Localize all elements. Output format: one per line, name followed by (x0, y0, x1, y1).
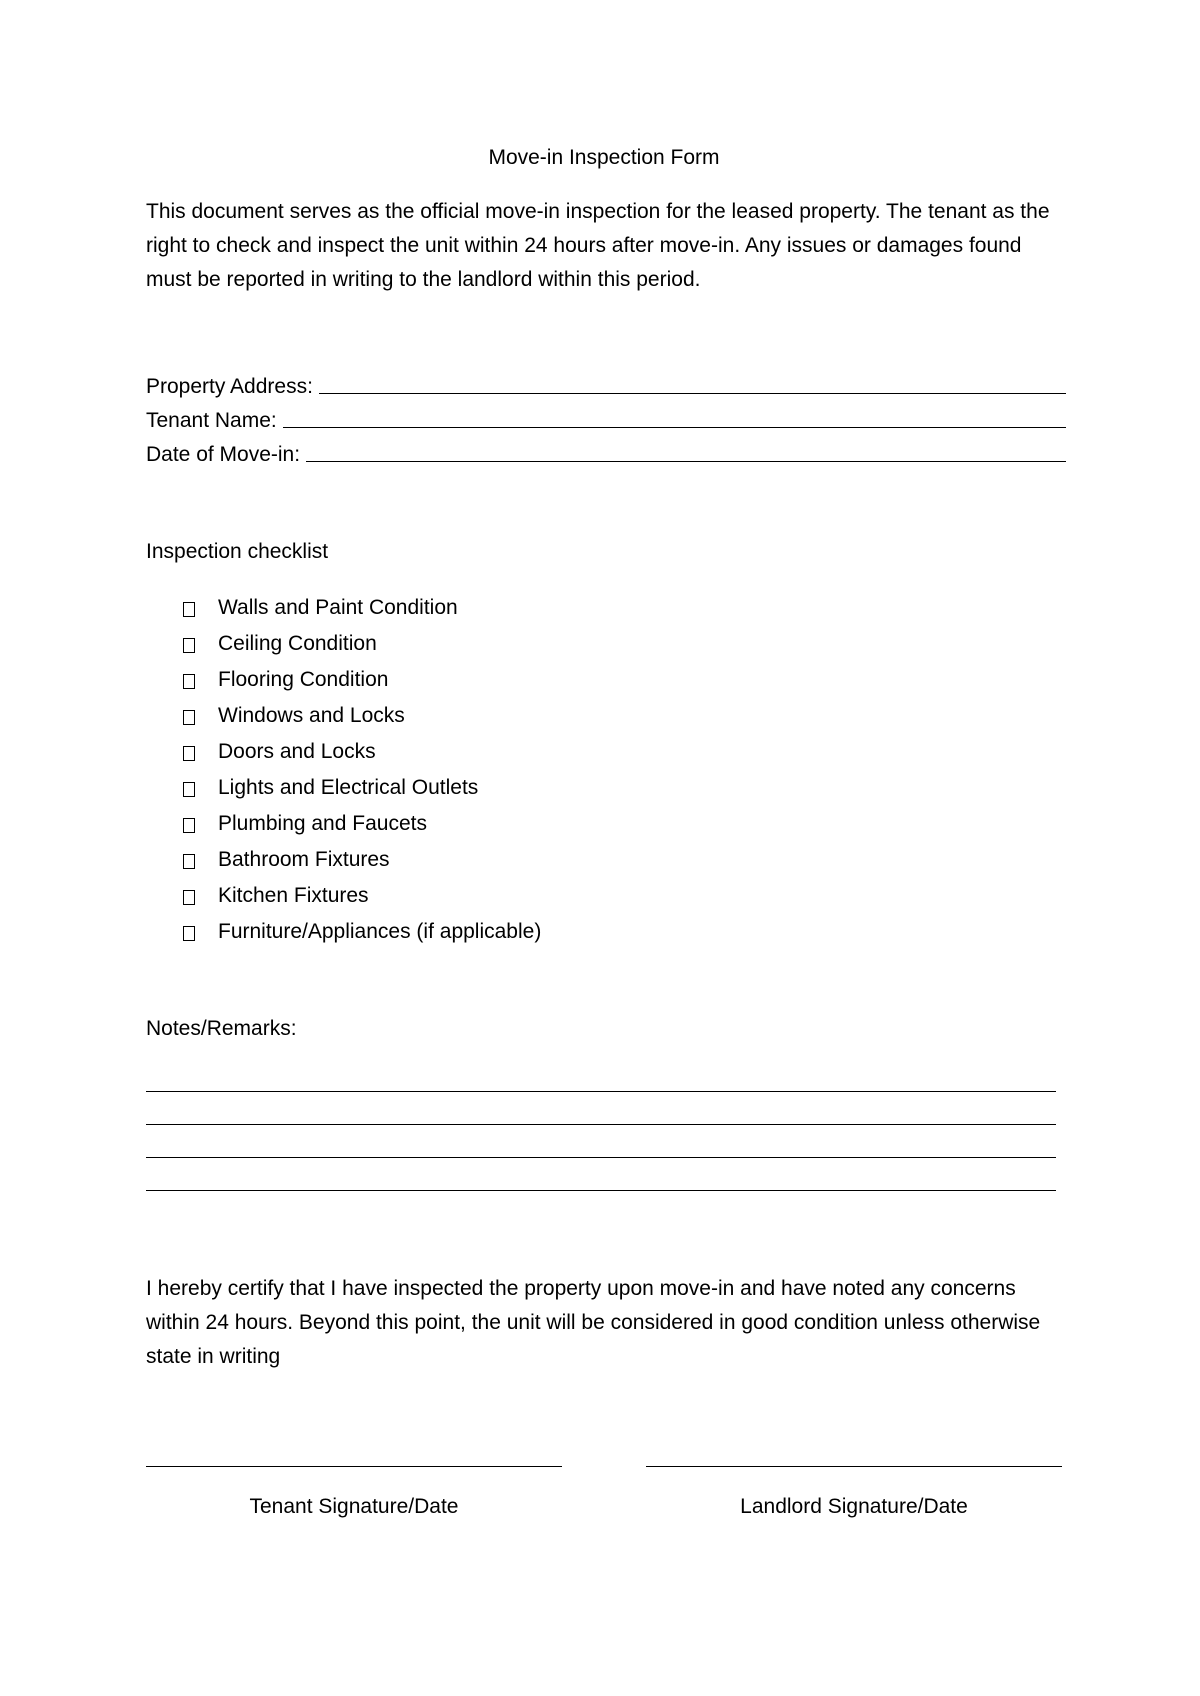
checklist-item (183, 698, 541, 734)
checkbox-icon[interactable] (183, 746, 195, 761)
checklist-item-label: Furniture/Appliances (if applicable) (218, 920, 542, 943)
checkbox-icon[interactable] (183, 818, 195, 833)
checkbox-icon[interactable] (183, 890, 195, 905)
checklist-item (183, 662, 541, 698)
notes-line[interactable] (146, 1125, 1056, 1158)
property-address-label: Property Address: (146, 375, 313, 398)
notes-line[interactable] (146, 1158, 1056, 1191)
intro-paragraph: This document serves as the official move-in inspection for the leased property. The tenant as the right to check and inspect the unit within 24 hours after move-in. Any issues or damages found must be reported in writing to the landlord within this period. (146, 200, 1050, 291)
checkbox-icon[interactable] (183, 602, 195, 617)
property-address-row (146, 366, 1066, 400)
notes-line[interactable] (146, 1092, 1056, 1125)
checklist-item-label: Flooring Condition (218, 668, 389, 691)
notes-area[interactable] (146, 1091, 1056, 1191)
checkbox-icon[interactable] (183, 926, 195, 941)
tenant-name-line[interactable] (283, 426, 1066, 428)
tenant-name-label: Tenant Name: (146, 409, 277, 432)
tenant-signature-label: Tenant Signature/Date (249, 1495, 459, 1518)
checklist-item (183, 878, 541, 914)
checklist-item-label: Walls and Paint Condition (218, 596, 458, 619)
checkbox-icon[interactable] (183, 674, 195, 689)
checklist-item (183, 590, 541, 626)
tenant-signature-block (146, 1466, 562, 1519)
landlord-signature-line[interactable] (646, 1466, 1062, 1467)
checklist-heading: Inspection checklist (146, 540, 329, 563)
checkbox-icon[interactable] (183, 854, 195, 869)
checklist-item-label: Kitchen Fixtures (218, 884, 369, 907)
property-address-line[interactable] (319, 392, 1066, 394)
move-in-date-label: Date of Move-in: (146, 443, 301, 466)
checklist-item-label: Lights and Electrical Outlets (218, 776, 479, 799)
checkbox-icon[interactable] (183, 638, 195, 653)
tenant-signature-line[interactable] (146, 1466, 562, 1467)
move-in-date-line[interactable] (306, 460, 1066, 462)
checkbox-icon[interactable] (183, 710, 195, 725)
landlord-signature-block (646, 1466, 1062, 1519)
move-in-date-row (146, 434, 1066, 468)
inspection-checklist (183, 590, 541, 950)
checklist-item-label: Windows and Locks (218, 704, 405, 727)
notes-heading: Notes/Remarks: (146, 1017, 297, 1040)
checklist-item (183, 914, 541, 950)
tenant-name-row (146, 400, 1066, 434)
checklist-item-label: Ceiling Condition (218, 632, 377, 655)
checklist-item (183, 806, 541, 842)
landlord-signature-label: Landlord Signature/Date (740, 1495, 968, 1518)
checklist-item-label: Plumbing and Faucets (218, 812, 427, 835)
certification-paragraph: I hereby certify that I have inspected the property upon move-in and have noted any concerns within 24 hours. Beyond this point, the unit will be considered in good condition unless otherwise state in writing (146, 1277, 1041, 1368)
checkbox-icon[interactable] (183, 782, 195, 797)
checklist-item-label: Bathroom Fixtures (218, 848, 390, 871)
checklist-item (183, 770, 541, 806)
info-fields (146, 366, 1066, 468)
checklist-item (183, 842, 541, 878)
checklist-item-label: Doors and Locks (218, 740, 376, 763)
checklist-item (183, 734, 541, 770)
form-title: Move-in Inspection Form (488, 146, 720, 169)
checklist-item (183, 626, 541, 662)
